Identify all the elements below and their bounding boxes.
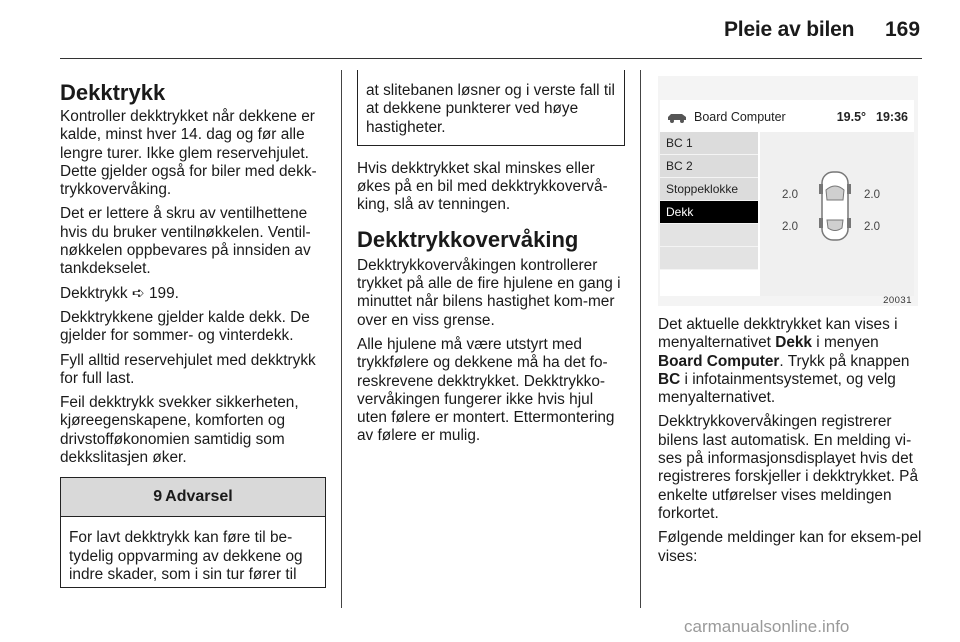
paragraph: Feil dekktrykk svekker sikkerheten, kjøreegenskapene, komforten og drivstofføkonomien samtidig som dekkslitasjen øker.	[60, 394, 299, 467]
column-left	[60, 80, 326, 588]
watermark: carmanualsonline.info	[684, 617, 850, 636]
paragraph: Alle hjulene må være utstyrt med trykkfølere og dekkene må ha det fo-reskrevene dekktrykket. Dekktrykko-vervåkingen fungerer ikke hvis hjul uten følere er montert. Ettermontering av følere er mulig.	[357, 335, 615, 445]
paragraph: Dekktrykkovervåkingen kontrollerer trykket på alle de fire hjulene en gang i minuttet når bilens hastighet kom-mer over en viss grense.	[357, 256, 621, 329]
menu-item-bc1: BC 1	[660, 132, 758, 155]
tire-front-left: 2.0	[782, 189, 798, 201]
menu-item-empty	[660, 224, 758, 247]
section-heading-dekktrykk: Dekktrykk	[60, 80, 166, 105]
paragraph: Dekktrykkene gjelder kalde dekk. De gjelder for sommer- og vinterdekk.	[60, 308, 310, 345]
text-run: i infotainmentsystemet, og velg menyalternativet.	[658, 370, 896, 407]
paragraph: Kontroller dekktrykket når dekkene er kalde, minst hver 14. dag og før alle lengre turer. Ikke glem reservehjulet. Dette gjelder også for biler med dekk-trykkovervåking.	[60, 108, 317, 199]
menu-item-bc2: BC 2	[660, 155, 758, 178]
page-header-title: Pleie av bilen	[724, 18, 855, 41]
display-title: Board Computer	[694, 109, 786, 124]
warning-title: Advarsel	[165, 488, 233, 506]
menu-name-bold: Board Computer	[658, 352, 780, 370]
column-right	[658, 70, 924, 572]
display-menu	[660, 132, 758, 270]
figure-bottom-strip	[660, 296, 914, 306]
warning-body: For lavt dekktrykk kan føre til be-tydelig oppvarming av dekkene og indre skader, som i sin tur fører til	[69, 529, 303, 583]
paragraph: Fyll alltid reservehjulet med dekktrykk for full last.	[60, 351, 316, 387]
tire-rear-right: 2.0	[864, 221, 880, 233]
display-time: 19:36	[876, 109, 908, 124]
menu-option-bold: Dekk	[775, 334, 812, 352]
paragraph	[658, 316, 924, 407]
tire-rear-left: 2.0	[782, 221, 798, 233]
paragraph-cross-reference: Dekktrykk ➪ 199.	[60, 284, 179, 302]
car-top-view-icon	[818, 170, 852, 242]
car-icon	[666, 110, 688, 124]
column-divider-right	[640, 70, 641, 608]
text-run: Det aktuelle dekktrykket kan vises i menyalternativet	[658, 316, 898, 352]
section-heading-dekktrykkovervaking: Dekktrykkovervåking	[357, 226, 579, 252]
column-middle	[357, 70, 625, 452]
text-run: i menyen	[812, 334, 879, 352]
board-computer-figure	[658, 76, 918, 306]
paragraph: Hvis dekktrykket skal minskes eller økes på en bil med dekktrykkovervå-king, slå av tenningen.	[357, 159, 608, 214]
page-number: 169	[885, 18, 921, 41]
button-name-bold: BC	[658, 370, 681, 388]
tire-front-right: 2.0	[864, 189, 880, 201]
display-temperature: 19.5°	[836, 109, 867, 124]
header-rule	[60, 58, 922, 59]
menu-item-dekk: Dekk	[660, 201, 758, 224]
warning-triangle-icon: 9	[153, 488, 163, 506]
warning-box-continued: at slitebanen løsner og i verste fall til at dekkene punkterer ved høye hastigheter.	[357, 70, 625, 146]
tire-pressure-panel	[760, 132, 914, 296]
warning-box	[60, 477, 326, 588]
display-top-bar	[660, 106, 914, 128]
figure-id: 20031	[883, 294, 912, 306]
menu-item-stoppeklokke: Stoppeklokke	[660, 178, 758, 201]
paragraph: Det er lettere å skru av ventilhettene hvis du bruker ventilnøkkelen. Ventil-nøkkelen oppbevares på innsiden av tankdekselet.	[60, 205, 311, 278]
display-screen	[660, 100, 914, 296]
paragraph: Dekktrykkovervåkingen registrerer bilens last automatisk. En melding vi-ses på informasjonsdisplayet hvis det registreres forskjeller i dekktrykket. På enkelte utførelser vises meldingen forkortet.	[658, 413, 919, 522]
text-run: . Trykk på knappen	[779, 352, 910, 370]
paragraph: Følgende meldinger kan for eksem-pel vises:	[658, 529, 922, 565]
menu-item-empty	[660, 247, 758, 270]
column-divider-left	[341, 70, 342, 608]
warning-header	[61, 477, 325, 517]
